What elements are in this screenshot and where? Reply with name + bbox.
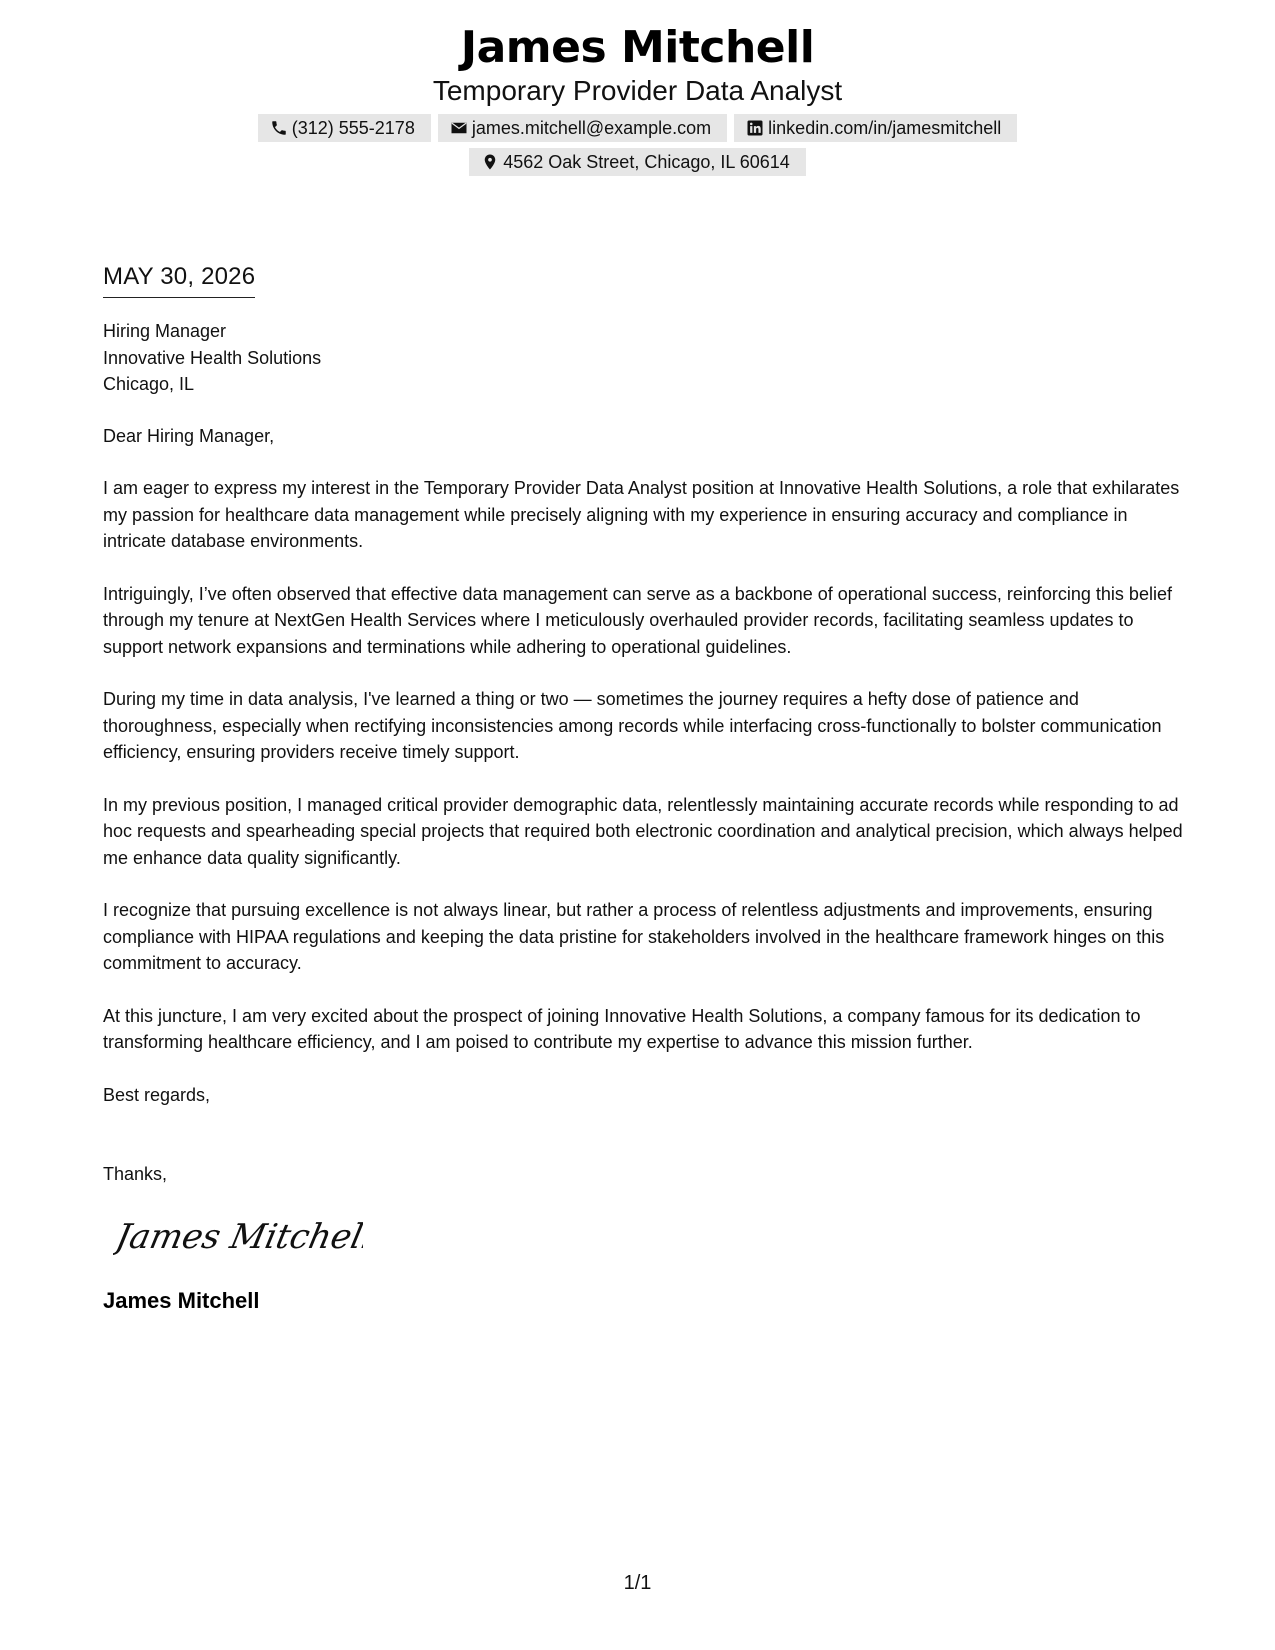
- linkedin-text: linkedin.com/in/jamesmitchell: [768, 117, 1002, 138]
- linkedin-chip: [734, 114, 1017, 142]
- phone-chip: [258, 114, 431, 142]
- email-chip: [438, 114, 727, 142]
- signature-text: James Mitchell: [113, 1216, 363, 1257]
- salutation: Dear Hiring Manager,: [103, 425, 275, 446]
- thanks-line: Thanks,: [103, 1164, 168, 1184]
- recipient-block: [103, 318, 1183, 398]
- phone-text: (312) 555-2178: [291, 117, 415, 138]
- letter-body: [103, 262, 1183, 1315]
- paragraph-5: I recognize that pursuing excellence is not always linear, but rather a process of relentless adjustments and improvements, ensuring compliance with HIPAA regulations and keeping the data pristine for stakeholders involved in the healthcare framework hinges on this commitment to accuracy.: [103, 900, 1165, 973]
- phone-icon: [270, 119, 288, 137]
- paragraph-2: Intriguingly, I’ve often observed that effective data management can serve as a backbone of operational success, reinforcing this belief through my tenure at NextGen Health Services where I meticulously overhauled provider records, facilitating seamless updates to support network expansions and terminations while adhering to operational guidelines.: [103, 583, 1172, 657]
- page-number: 1/1: [623, 1572, 652, 1594]
- paragraph-4: In my previous position, I managed critical provider demographic data, relentlessly maintaining accurate records while responding to ad hoc requests and spearheading special projects that required both electronic coordination and analytical precision, which always helped me enhance data quality significantly.: [103, 794, 1183, 868]
- recipient-location: Chicago, IL: [103, 374, 195, 394]
- envelope-icon: [450, 119, 468, 137]
- paragraph-1: I am eager to express my interest in the Temporary Provider Data Analyst position at Innovative Health Solutions, a role that exhilarates my passion for healthcare data management while precisely aligning with my experience in ensuring accuracy and compliance in intricate database environments.: [103, 478, 1180, 551]
- recipient-company: Innovative Health Solutions: [103, 347, 322, 368]
- paragraph-6: At this juncture, I am very excited about the prospect of joining Innovative Health Solutions, a company famous for its dedication to transforming healthcare efficiency, and I am poised to contribute my expertise to advance this mission further.: [103, 1005, 1141, 1052]
- contact-row-1: [0, 114, 1275, 142]
- letter-header: [0, 22, 1275, 176]
- signer-name: James Mitchell: [103, 1288, 260, 1313]
- contact-row-2: [0, 148, 1275, 176]
- closing: Best regards,: [103, 1084, 211, 1105]
- address-text: 4562 Oak Street, Chicago, IL 60614: [503, 151, 790, 172]
- applicant-role: Temporary Provider Data Analyst: [432, 75, 843, 106]
- letter-date: MAY 30, 2026: [103, 262, 255, 298]
- address-chip: [469, 148, 806, 176]
- applicant-name: James Mitchell: [460, 22, 815, 73]
- paragraph-3: During my time in data analysis, I've learned a thing or two — sometimes the journey requires a hefty dose of patience and thoroughness, especially when rectifying inconsistencies among records while interfacing cross-functionally to bolster communication efficiency, ensuring providers receive timely support.: [103, 689, 1162, 762]
- recipient-title: Hiring Manager: [103, 321, 227, 341]
- linkedin-icon: [746, 119, 764, 137]
- map-pin-icon: [481, 153, 499, 171]
- email-text: james.mitchell@example.com: [471, 117, 712, 138]
- handwritten-signature: [113, 1206, 363, 1266]
